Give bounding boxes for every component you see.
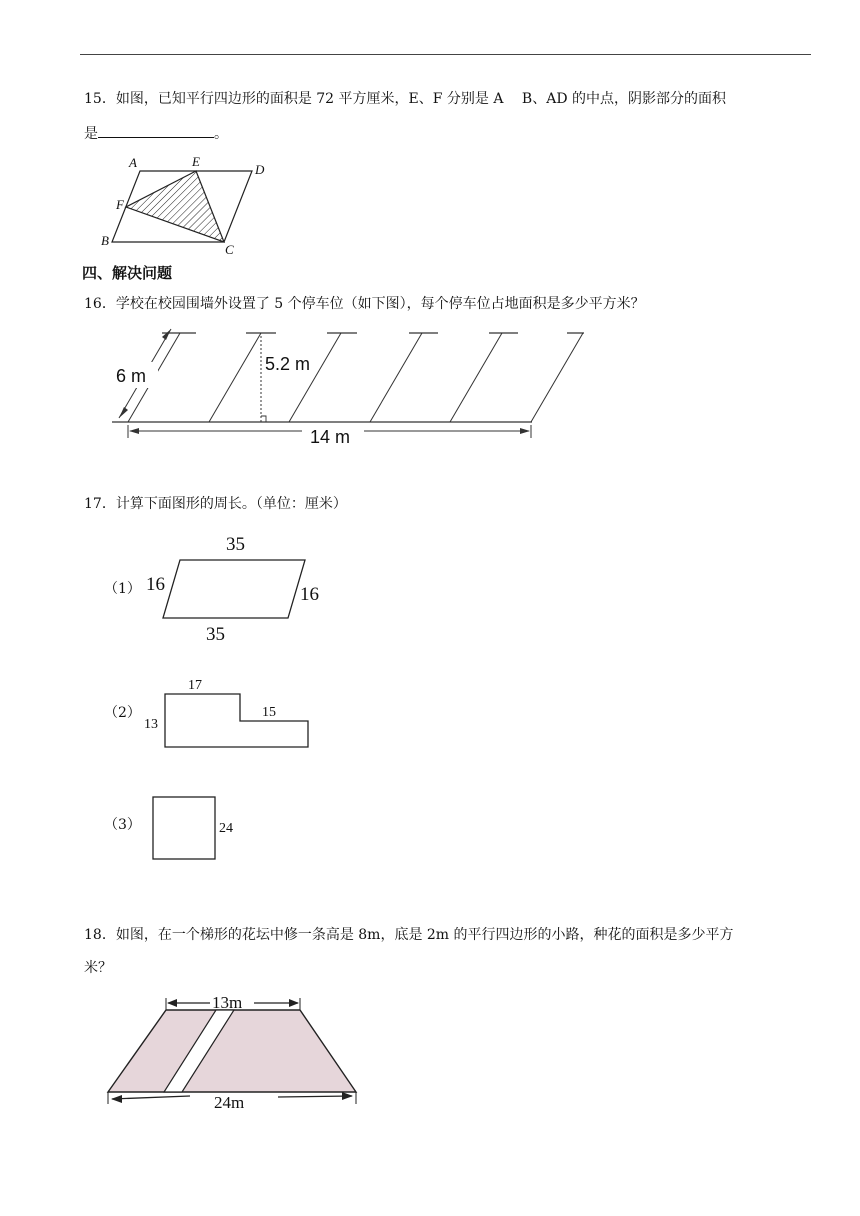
q16-height-label: 5.2 m: [265, 354, 311, 374]
q17-text: 17．计算下面图形的周长。（单位：厘米）: [84, 496, 347, 512]
q17-fig2-left: 13: [144, 717, 158, 732]
q16-text: 16．学校在校园围墙外设置了 5 个停车位（如下图），每个停车位占地面积是多少平方米？: [84, 296, 645, 312]
q17-fig1-label: （1）: [104, 581, 141, 597]
q18-arrowhead: [111, 1095, 122, 1103]
q15-text-line1: 15．如图，已知平行四边形的面积是 72 平方厘米，E、F 分别是 A B、AD 的中点，阴影部分的面积: [84, 91, 726, 107]
q16-base-label: 14 m: [310, 427, 351, 447]
q18-top-label: 13m: [212, 993, 243, 1012]
q15-label-e: E: [192, 154, 200, 169]
q18-arrowhead: [342, 1092, 353, 1100]
q18-arrowhead: [167, 999, 177, 1007]
section-title: 四、解决问题: [82, 264, 173, 282]
q18-text-line1: 18．如图，在一个梯形的花坛中修一条高是 8m，底是 2m 的平行四边形的小路，种花的面积是多少平方: [84, 927, 734, 943]
q17-fig1-right: 16: [300, 584, 319, 605]
q18-bottom-dimension: [278, 1096, 352, 1097]
q17-fig1-bottom: 35: [206, 624, 225, 645]
q15-label-f: F: [116, 197, 124, 212]
q15-label-a: A: [129, 155, 137, 170]
q18-bottom-label: 24m: [214, 1093, 245, 1112]
q17-fig3-label: （3）: [104, 817, 141, 833]
q17-fig2-top: 17: [188, 678, 202, 693]
q17-fig3-side: 24: [219, 821, 233, 836]
q18-flower-bed: [108, 1010, 356, 1092]
q15-label-d: D: [255, 162, 265, 177]
q17-fig1-top: 35: [226, 534, 245, 555]
q15-label-b: B: [101, 233, 109, 248]
q17-fig1-left: 16: [146, 574, 165, 595]
q16-slant-label: 6 m: [116, 366, 147, 386]
q15-prefix: 是: [84, 126, 98, 142]
q18-arrowhead: [289, 999, 299, 1007]
q17-fig2-label: （2）: [104, 705, 141, 721]
q17-fig2-step: 15: [262, 705, 276, 720]
q18-bottom-dimension: [112, 1096, 190, 1099]
q15-label-c: C: [225, 242, 234, 257]
q18-text-line2: 米？: [84, 960, 112, 976]
q15-suffix: 。: [214, 126, 228, 142]
